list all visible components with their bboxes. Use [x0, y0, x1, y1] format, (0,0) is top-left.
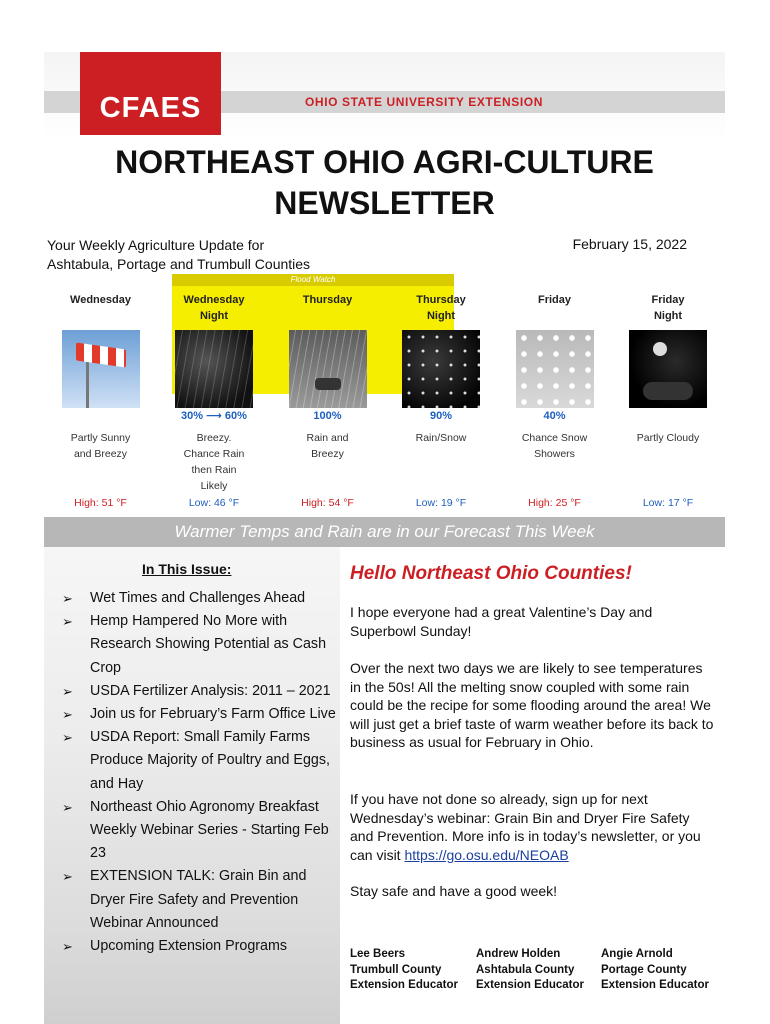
issue-item-text: Upcoming Extension Programs: [90, 938, 288, 955]
forecast-description: [498, 430, 611, 496]
arrow-bullet-icon: ➢: [62, 683, 73, 699]
signature-block: [601, 947, 709, 994]
signature-county: Ashtabula County: [476, 963, 575, 976]
issue-item-text: Wet Times and Challenges Ahead: [90, 590, 306, 606]
paragraph-4: Stay safe and have a good week!: [350, 883, 558, 899]
paragraph-1: I hope everyone had a great Valentine’s Day and Superbowl Sunday!: [350, 604, 653, 639]
forecast-description-line: Likely: [200, 480, 228, 492]
forecast-day-period: Night: [653, 310, 683, 322]
signature-name: Andrew Holden: [476, 948, 561, 960]
precip-chance: 30% ⟶ 60%: [181, 410, 247, 422]
issue-item-text: Hemp Hampered No More with Research Showing Potential as Cash Crop: [90, 613, 327, 676]
rain-snow-icon: [402, 330, 480, 408]
forecast-description-line: Chance Rain: [183, 448, 245, 460]
issue-item-text: EXTENSION TALK: Grain Bin and Dryer Fire Safety and Prevention Webinar Announced: [90, 868, 307, 931]
neoab-link[interactable]: https://go.osu.edu/NEOAB: [404, 846, 569, 863]
arrow-bullet-icon: ➢: [62, 939, 73, 955]
signature-name: Angie Arnold: [601, 948, 673, 960]
greeting-heading: Hello Northeast Ohio Counties!: [350, 563, 632, 584]
arrow-bullet-icon: ➢: [62, 799, 73, 815]
subtitle-line-2: Ashtabula, Portage and Trumbull Counties: [47, 256, 311, 272]
main-content: [350, 547, 725, 1024]
signature-block: [350, 947, 458, 994]
forecast-day-label: Wednesday: [70, 294, 131, 306]
forecast-banner: Warmer Temps and Rain are in our Forecast This Week: [44, 517, 725, 547]
signature-block: [476, 947, 584, 994]
forecast-description-line: and Breezy: [73, 448, 128, 460]
extension-bar-left: [44, 91, 80, 113]
issue-date: February 15, 2022: [572, 236, 687, 252]
moon-cloud-icon: [629, 330, 707, 408]
forecast-temperature: Low: 17 °F: [642, 497, 694, 509]
arrow-bullet-icon: ➢: [62, 730, 73, 746]
snow-icon: [516, 330, 594, 408]
issue-item: [62, 680, 342, 703]
issue-item: [62, 610, 342, 680]
subtitle-line-1: Your Weekly Agriculture Update for: [47, 237, 265, 253]
arrow-bullet-icon: ➢: [62, 707, 73, 723]
newsletter-title: [44, 142, 725, 224]
forecast-day-period: Night: [199, 310, 229, 322]
forecast-day-5: [498, 292, 611, 510]
forecast-description: [612, 430, 725, 496]
forecast-description-line: Rain and: [306, 432, 349, 444]
issue-item: [62, 935, 342, 958]
forecast-temperature: Low: 19 °F: [415, 497, 467, 509]
issue-item: [62, 703, 342, 726]
forecast-temperature: High: 25 °F: [528, 497, 581, 509]
forecast-description-line: Partly Cloudy: [636, 432, 700, 444]
extension-bar: [221, 91, 725, 113]
forecast-day-name: [44, 292, 157, 326]
forecast-temperature: High: 51 °F: [74, 497, 127, 509]
issue-item-text: USDA Report: Small Family Farms Produce Majority of Poultry and Eggs, and Hay: [90, 729, 330, 792]
forecast-day-name: [498, 292, 611, 326]
signature-county: Portage County: [601, 963, 687, 976]
forecast-day-name: [385, 292, 498, 326]
forecast-temperature: High: 54 °F: [301, 497, 354, 509]
signature-name: Lee Beers: [350, 948, 405, 960]
issue-item: [62, 796, 342, 866]
forecast-day-6: [612, 292, 725, 510]
night-rain-icon: [175, 330, 253, 408]
forecast-day-label: Thursday: [302, 294, 353, 306]
forecast-description: [44, 430, 157, 496]
forecast-day-name: [271, 292, 384, 326]
issue-item: [62, 587, 342, 610]
forecast-description-line: Showers: [534, 448, 575, 460]
flood-watch-label: Flood Watch: [172, 274, 454, 286]
arrow-bullet-icon: ➢: [62, 869, 73, 885]
title-line-1: NORTHEAST OHIO AGRI-CULTURE: [115, 144, 654, 180]
issue-item-text: Join us for February’s Farm Office Live: [90, 706, 336, 723]
forecast-day-name: [612, 292, 725, 326]
signature-role: Extension Educator: [476, 979, 584, 991]
forecast-description-line: Breezy: [311, 448, 344, 460]
issue-item: [62, 726, 342, 796]
forecast-day-label: Wednesday: [183, 294, 245, 306]
forecast-description-line: Partly Sunny: [70, 432, 131, 444]
forecast-description: [385, 430, 498, 496]
issue-item-text: USDA Fertilizer Analysis: 2011 – 2021: [90, 682, 331, 699]
newsletter-subtitle: [47, 236, 310, 274]
weather-forecast: [44, 272, 725, 515]
forecast-description-line: then Rain: [191, 464, 237, 476]
newsletter-page: [44, 52, 725, 1024]
paragraph-3: [350, 790, 715, 864]
forecast-day-label: Friday: [537, 294, 571, 306]
forecast-day-3: [271, 292, 384, 510]
signature-county: Trumbull County: [350, 963, 442, 976]
precip-chance: 40%: [543, 410, 566, 422]
in-this-issue-sidebar: [44, 547, 340, 1024]
cfaes-logo: CFAES: [80, 52, 221, 135]
arrow-bullet-icon: ➢: [62, 591, 73, 606]
forecast-day-2: [158, 292, 271, 510]
issue-item: [62, 865, 342, 935]
forecast-day-label: Friday: [651, 294, 685, 306]
forecast-description: [158, 430, 271, 496]
forecast-temperature: Low: 46 °F: [188, 497, 240, 509]
sidebar-heading: In This Issue:: [142, 561, 232, 577]
precip-chance: [612, 408, 725, 424]
paragraph-2: Over the next two days we are likely to see temperatures in the 50s! All the melting snow coupled with some rain could be the recipe for some flooding around the area! We will just get a brief taste of warm weather before its back to business as usual for February in Ohio.: [350, 660, 714, 750]
forecast-day-period: Night: [426, 310, 456, 322]
issue-item-text: Northeast Ohio Agronomy Breakfast Weekly Webinar Series - Starting Feb 23: [90, 798, 329, 862]
forecast-description-line: Chance Snow: [521, 432, 588, 444]
title-line-2: NEWSLETTER: [274, 185, 495, 221]
forecast-day-label: Thursday: [416, 294, 466, 306]
windsock-icon: [62, 330, 140, 408]
precip-chance: 100%: [313, 410, 342, 422]
forecast-day-name: [158, 292, 271, 326]
paragraph-3-text: If you have not done so already, sign up for next Wednesday’s webinar: Grain Bin and Dryer Fire Safety and Prevention. More info is in today’s newsletter, or you can visit: [350, 791, 701, 863]
precip-chance: 90%: [429, 410, 453, 422]
precip-chance: [44, 408, 157, 424]
forecast-description: [271, 430, 384, 496]
forecast-day-4: [385, 292, 498, 510]
signature-role: Extension Educator: [350, 979, 458, 991]
extension-label: OHIO STATE UNIVERSITY EXTENSION: [305, 95, 543, 109]
issue-list: [62, 587, 342, 958]
rain-icon: [289, 330, 367, 408]
signature-role: Extension Educator: [601, 979, 709, 991]
forecast-day-1: [44, 292, 157, 510]
arrow-bullet-icon: ➢: [62, 614, 73, 630]
forecast-description-line: Breezy.: [196, 432, 232, 444]
forecast-description-line: Rain/Snow: [415, 432, 467, 444]
